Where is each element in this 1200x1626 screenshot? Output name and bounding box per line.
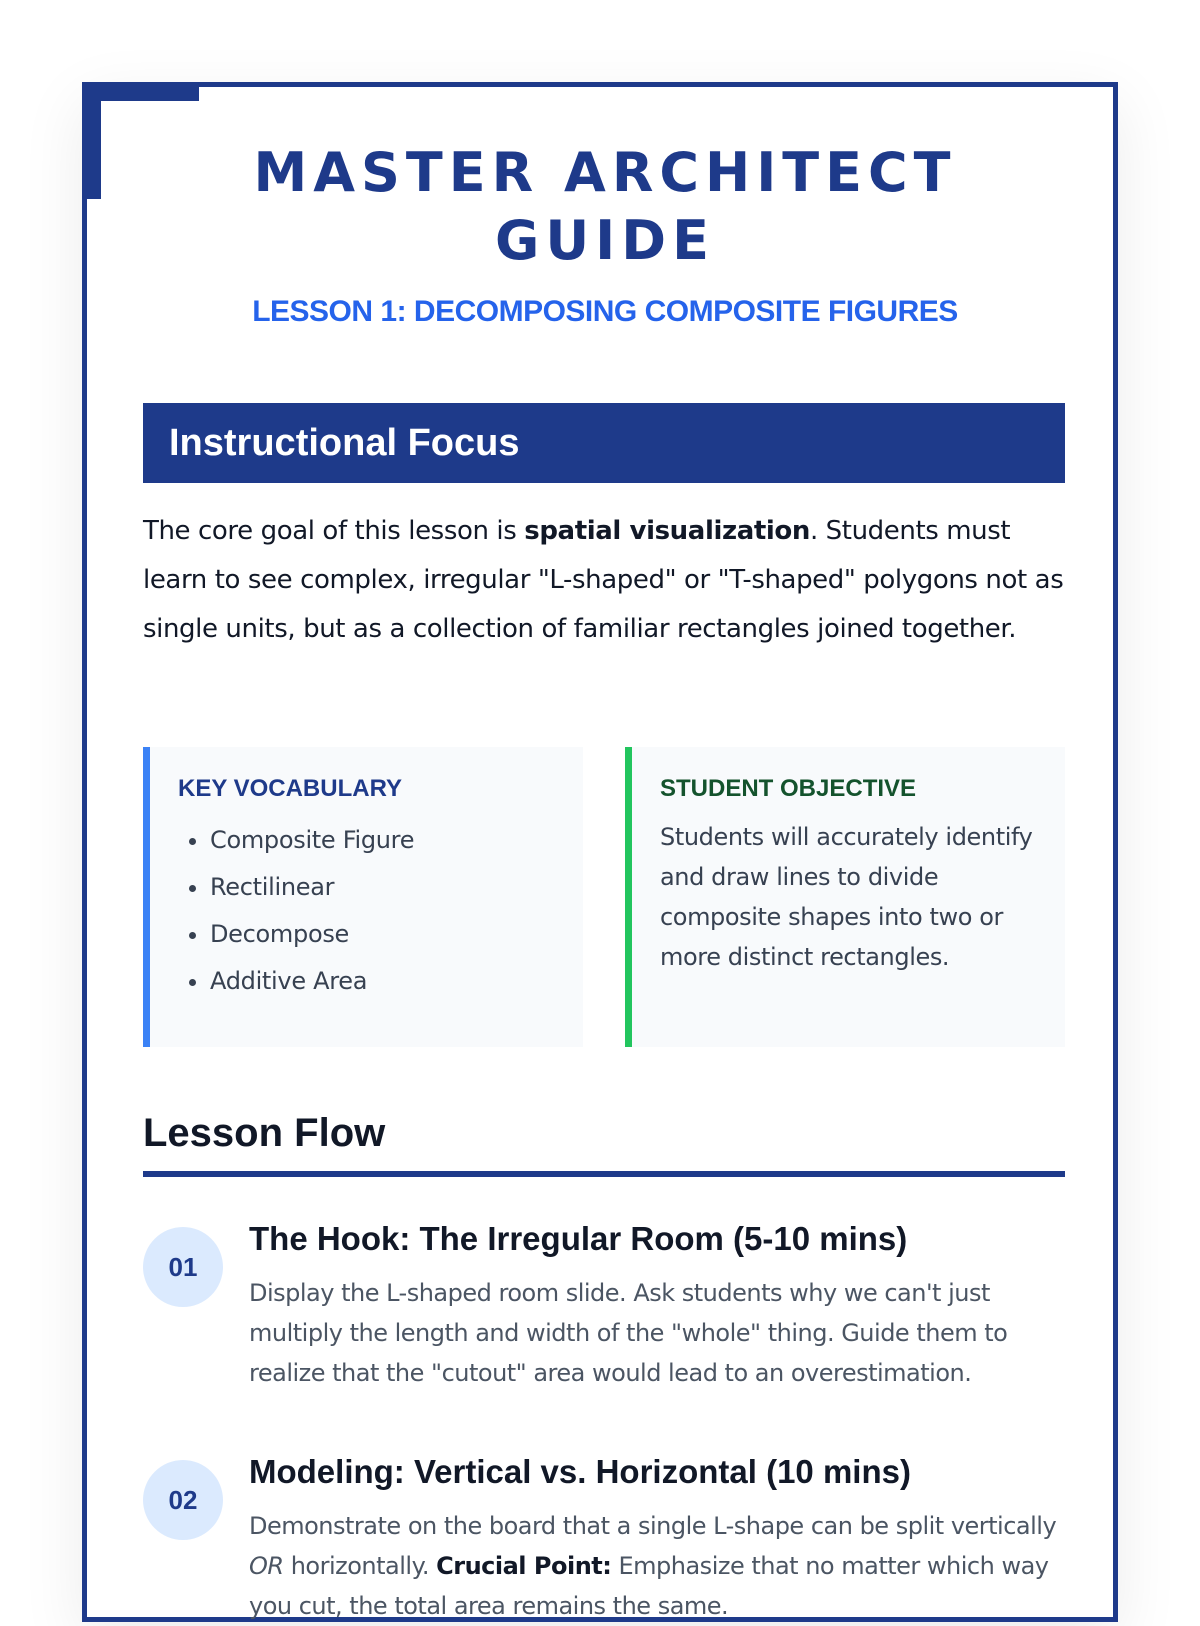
step-desc-part: Demonstrate on the board that a single L-shape can be split vertically: [249, 1512, 1057, 1540]
step-number-badge: 01: [143, 1227, 223, 1307]
instructional-focus-heading: Instructional Focus: [169, 421, 520, 464]
step-title: Modeling: Vertical vs. Horizontal (10 mins): [249, 1453, 911, 1490]
intro-text-start: The core goal of this lesson is: [143, 516, 525, 546]
intro-text-end: . Students must learn to see complex, irregular "L-shaped" or "T-shaped" polygons not as single units, but as a collection of familiar rectangles joined together.: [143, 516, 1064, 644]
step-desc-italic: OR: [249, 1552, 284, 1580]
lesson-subtitle: LESSON 1: DECOMPOSING COMPOSITE FIGURES: [252, 295, 958, 328]
step-description: Display the L-shaped room slide. Ask students why we can't just multiply the length and width of the "whole" thing. Guide them to realize that the "cutout" area would lead to an overestimation.: [249, 1279, 1008, 1387]
step-desc-bold: Crucial Point:: [436, 1552, 612, 1580]
student-objective-card: [625, 747, 1065, 1047]
key-vocabulary-card: [143, 747, 583, 1047]
step-number-badge: 02: [143, 1460, 223, 1540]
instructional-focus-text: [143, 507, 1065, 654]
lesson-flow-heading: Lesson Flow: [143, 1111, 386, 1155]
step-desc-part: Emphasize that no matter which way you cut, the total area remains the same.: [249, 1552, 1049, 1620]
lesson-flow-header: [143, 1107, 1065, 1177]
instructional-focus-header: [143, 403, 1065, 483]
step-description: [249, 1506, 1065, 1626]
vocabulary-item: • Rectilinear: [210, 864, 559, 911]
vocabulary-list: [178, 817, 559, 1005]
vocabulary-item: • Additive Area: [210, 958, 559, 1005]
student-objective-text: Students will accurately identify and draw lines to divide composite shapes into two or more distinct rectangles.: [660, 823, 1033, 971]
intro-text-bold: spatial visualization: [524, 516, 810, 546]
step-body: [249, 1217, 1065, 1393]
student-objective-heading: STUDENT OBJECTIVE: [660, 775, 917, 802]
key-vocabulary-heading: KEY VOCABULARY: [178, 775, 403, 802]
lesson-guide-page: [82, 82, 1118, 1622]
step-title: The Hook: The Irregular Room (5-10 mins): [249, 1220, 908, 1257]
page-title: MASTER ARCHITECT GUIDE: [253, 141, 957, 272]
vocabulary-item: • Composite Figure: [210, 817, 559, 864]
vocabulary-item: • Decompose: [210, 911, 559, 958]
step-desc-part: horizontally.: [283, 1552, 437, 1580]
